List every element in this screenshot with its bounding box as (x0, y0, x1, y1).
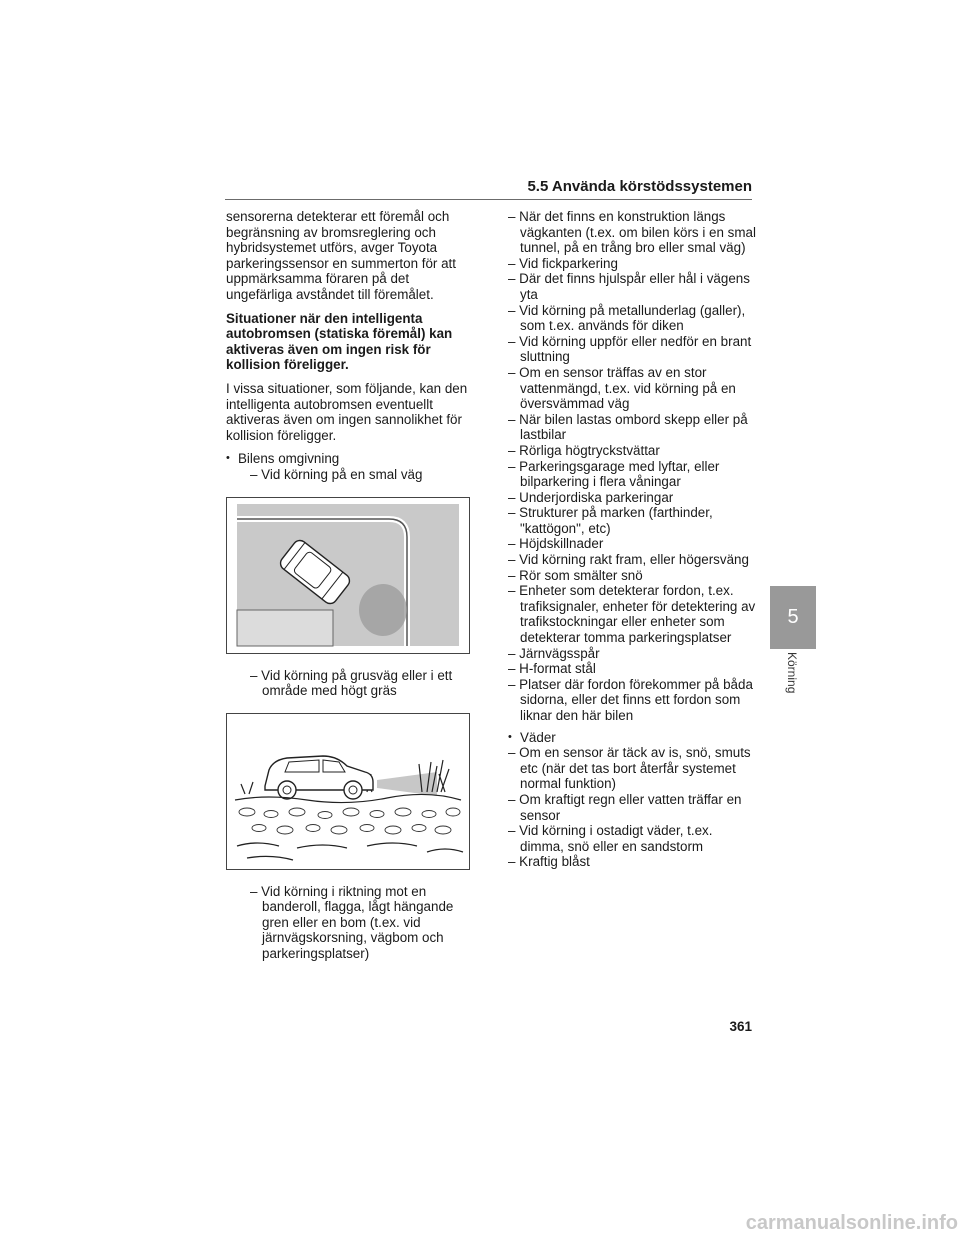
body-paragraph: I vissa situationer, som följande, kan den intelligenta autobromsen eventuellt aktiveras även om ingen sannolikhet för kollision föreligger. (226, 380, 468, 443)
list-item: – Vid körning i ostadigt väder, t.ex. dimma, snö eller en sandstorm (508, 823, 758, 854)
list-item: – Underjordiska parkeringar (508, 490, 758, 506)
page-number: 361 (729, 1019, 752, 1034)
header-divider (225, 199, 752, 200)
chapter-tab: 5 (770, 586, 816, 649)
list-item: – Vid körning på en smal väg (232, 467, 474, 483)
weather-list (508, 745, 758, 870)
intro-paragraph: sensorerna detekterar ett föremål och begränsning av bromsreglering och hybridsystemet utförs, avger Toyota parkeringssensor en summerton för att uppmärksamma föraren på det ungefärliga avståndet till föremålet. (226, 209, 456, 302)
watermark: carmanualsonline.info (745, 1212, 958, 1234)
list-item: – Vid körning på grusväg eller i ett område med högt gräs (232, 668, 474, 699)
section-header: 5.5 Använda körstödssystemen (527, 178, 752, 195)
list-item: – Vid körning uppför eller nedför en brant sluttning (508, 334, 758, 365)
list-item: – Om en sensor är täck av is, snö, smuts etc (när det tas bort återfår systemet normal funktion) (508, 745, 758, 792)
list-item: – Kraftig blåst (508, 854, 758, 870)
gravel-list (232, 668, 474, 699)
list-item: – H-format stål (508, 661, 758, 677)
banner-list (232, 884, 474, 962)
surroundings-list (232, 467, 474, 483)
section-heading: Situationer när den intelligenta autobromsen (statiska föremål) kan aktiveras även om ingen risk för kollision föreligger. (226, 310, 453, 373)
list-item: – När bilen lastas ombord skepp eller på lastbilar (508, 412, 758, 443)
surroundings-continued-list (508, 209, 758, 724)
list-item: – Om en sensor träffas av en stor vattenmängd, t.ex. vid körning på en översvämmad väg (508, 365, 758, 412)
list-item: – Vid körning rakt fram, eller högersväng (508, 552, 758, 568)
chapter-label: Körning (785, 652, 799, 694)
list-item: – Strukturer på marken (farthinder, "kattögon", etc) (508, 505, 758, 536)
list-item: – Vid fickparkering (508, 256, 758, 272)
list-item: – Höjdskillnader (508, 536, 758, 552)
list-item: – Parkeringsgarage med lyftar, eller bilparkering i flera våningar (508, 459, 758, 490)
gravel-road-illustration (226, 713, 470, 870)
bullet-weather: • Väder (508, 730, 758, 746)
right-column (508, 209, 758, 870)
list-item: – Vid körning i riktning mot en banderoll, flagga, lågt hängande gren eller en bom (t.ex. vid järnvägskorsning, vägbom och parkeringsplatser) (232, 884, 474, 962)
list-item: – Om kraftigt regn eller vatten träffar en sensor (508, 792, 758, 823)
left-column (226, 209, 474, 962)
list-item: – Där det finns hjulspår eller hål i vägens yta (508, 271, 758, 302)
list-item: – Enheter som detekterar fordon, t.ex. trafiksignaler, enheter för detektering av trafikstockningar eller enheter som detekterar tomma parkeringsplatser (508, 583, 758, 645)
list-item: – Rör som smälter snö (508, 568, 758, 584)
narrow-road-illustration (226, 497, 470, 654)
list-item: – När det finns en konstruktion längs vägkanten (t.ex. om bilen körs i en smal tunnel, på en trång bro eller smal väg) (508, 209, 758, 256)
list-item: – Rörliga högtryckstvättar (508, 443, 758, 459)
list-item: – Järnvägsspår (508, 646, 758, 662)
bullet-surroundings: • Bilens omgivning (226, 451, 474, 467)
list-item: – Platser där fordon förekommer på båda sidorna, eller det finns ett fordon som liknar den här bilen (508, 677, 758, 724)
list-item: – Vid körning på metallunderlag (galler), som t.ex. används för diken (508, 303, 758, 334)
